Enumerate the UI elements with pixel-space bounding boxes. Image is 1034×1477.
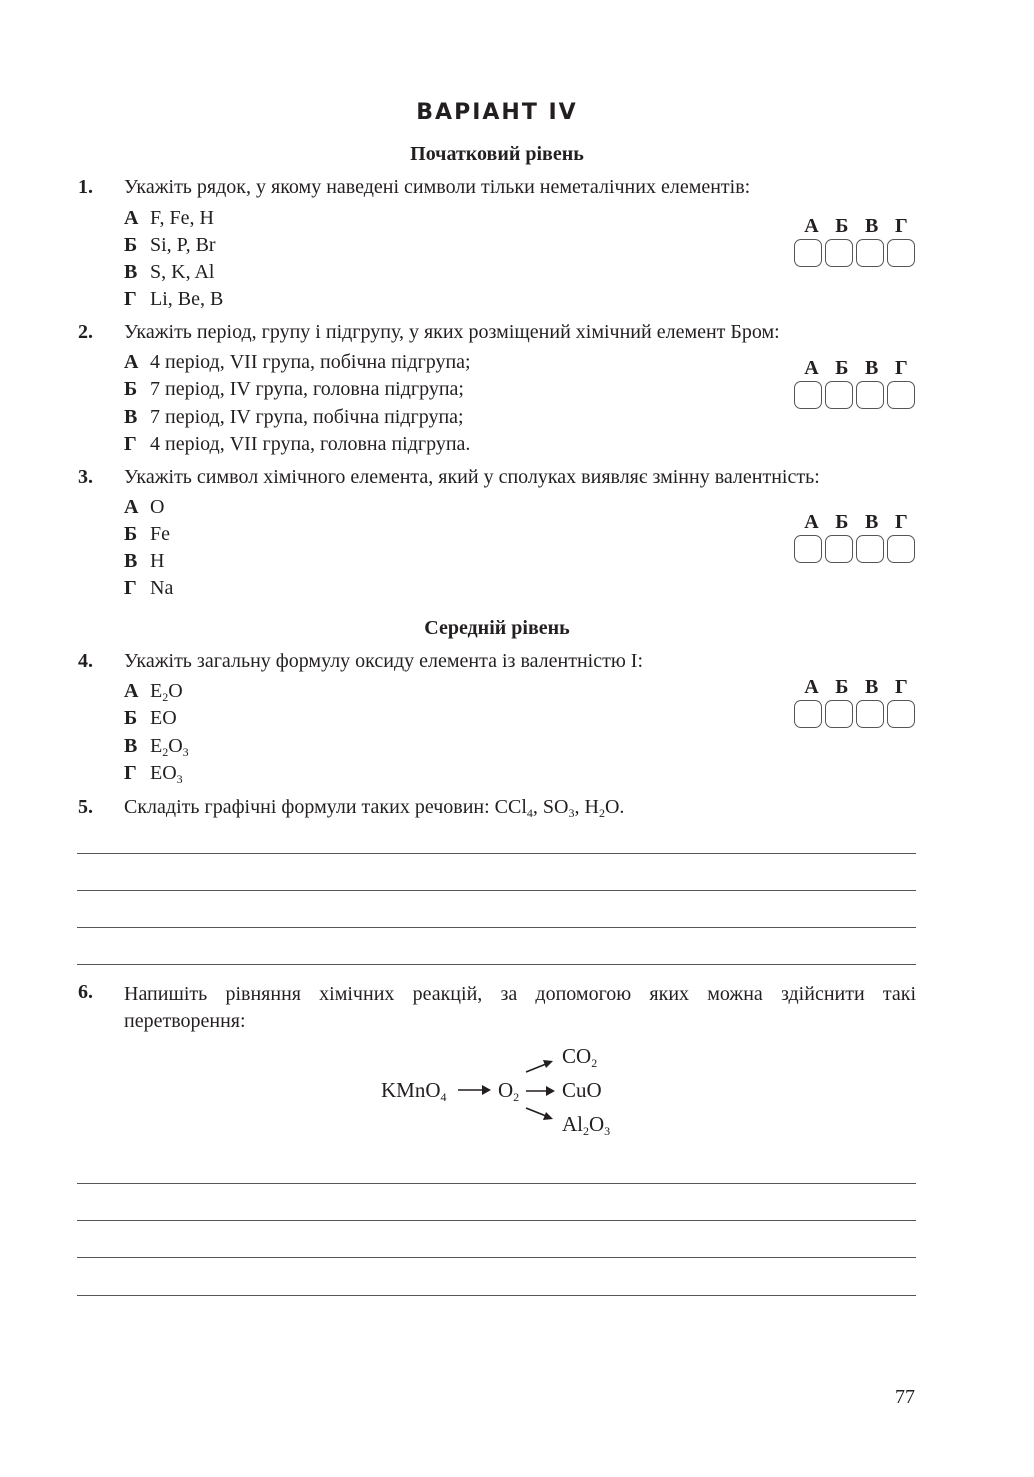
answer-line[interactable] xyxy=(77,853,916,854)
answer-box-c[interactable] xyxy=(856,700,884,728)
answer-box-a[interactable] xyxy=(794,535,822,563)
scheme-product-2: CuO xyxy=(562,1078,602,1102)
answer-line[interactable] xyxy=(77,890,916,891)
answer-box-d[interactable] xyxy=(887,381,915,409)
scheme-middle: $O_2$ xyxy=(498,1078,520,1104)
option-text: Fe xyxy=(150,523,170,545)
option-letter: Б xyxy=(124,378,138,400)
answer-label-a: А xyxy=(804,511,819,533)
answer-line[interactable] xyxy=(77,1183,916,1184)
answer-label-d: Г xyxy=(894,357,908,379)
option-letter: Г xyxy=(124,288,137,310)
option-text: F, Fe, H xyxy=(150,207,214,229)
answer-label-a: А xyxy=(804,357,819,379)
q4-option-c xyxy=(124,735,189,758)
option-letter: Б xyxy=(124,707,138,729)
level-heading-middle: Середній рівень xyxy=(424,617,570,639)
scheme-product-1: $CO_2$ xyxy=(562,1044,598,1070)
option-text: Na xyxy=(150,577,174,599)
option-text: O xyxy=(150,496,165,518)
formula: EO xyxy=(150,707,177,729)
scheme-start: KMnO$_4$ xyxy=(381,1078,447,1104)
answer-line[interactable] xyxy=(77,1220,916,1221)
branch-arrows-icon xyxy=(524,1058,558,1124)
level-heading-initial: Початковий рівень xyxy=(410,143,584,165)
option-text: 4 період, VII група, побічна підгрупа; xyxy=(150,351,471,373)
option-letter: Б xyxy=(124,234,138,256)
question-4-text: Укажіть загальну формулу оксиду елемента із валентністю I: xyxy=(124,650,644,672)
question-5-number: 5. xyxy=(78,796,93,818)
option-letter: В xyxy=(124,735,138,757)
option-letter: Г xyxy=(124,433,137,455)
question-3-text: Укажіть символ хімічного елемента, який у сполуках виявляє змінну валентність: xyxy=(124,466,820,488)
question-1-text: Укажіть рядок, у якому наведені символи тільки неметалічних елементів: xyxy=(124,176,751,198)
option-text: S, K, Al xyxy=(150,261,215,283)
answer-label-a: А xyxy=(804,215,819,237)
q1-option-c xyxy=(124,261,214,284)
answer-line[interactable] xyxy=(77,927,916,928)
option-letter: А xyxy=(124,680,139,702)
q4-option-a xyxy=(124,680,183,703)
answer-line[interactable] xyxy=(77,1257,916,1258)
answer-box-b[interactable] xyxy=(825,381,853,409)
option-letter: А xyxy=(124,207,139,229)
arrow-right-icon xyxy=(456,1082,492,1098)
q2-option-b xyxy=(124,378,464,401)
question-2-number: 2. xyxy=(78,321,93,343)
answer-label-b: Б xyxy=(835,357,849,379)
option-letter: А xyxy=(124,351,139,373)
answer-label-c: В xyxy=(865,676,879,698)
question-4-number: 4. xyxy=(78,650,93,672)
question-6-number: 6. xyxy=(78,981,93,1003)
answer-box-a[interactable] xyxy=(794,700,822,728)
answer-label-c: В xyxy=(865,511,879,533)
answer-label-d: Г xyxy=(894,511,908,533)
answer-box-c[interactable] xyxy=(856,381,884,409)
answer-box-d[interactable] xyxy=(887,239,915,267)
question-1-number: 1. xyxy=(78,176,93,198)
q2-option-c xyxy=(124,406,464,429)
q3-option-b xyxy=(124,523,170,546)
option-text: 7 період, IV група, головна підгрупа; xyxy=(150,378,464,400)
option-letter: Г xyxy=(124,577,137,599)
answer-box-d[interactable] xyxy=(887,535,915,563)
answer-box-b[interactable] xyxy=(825,535,853,563)
q1-option-d xyxy=(124,288,223,311)
option-letter: Б xyxy=(124,523,138,545)
answer-label-b: Б xyxy=(835,511,849,533)
q2-option-a xyxy=(124,351,471,374)
scheme-product-3: $Al_2O_3$ xyxy=(562,1112,611,1138)
page-number: 77 xyxy=(895,1386,915,1408)
answer-label-c: В xyxy=(865,215,879,237)
q3-option-d xyxy=(124,577,173,600)
answer-label-d: Г xyxy=(894,215,908,237)
q3-option-a xyxy=(124,496,164,519)
question-5-text: Складіть графічні формули таких речовин: CCl$_4$, $SO_3$, $H_2O$. xyxy=(124,796,625,820)
q2-option-d xyxy=(124,433,470,456)
answer-box-b[interactable] xyxy=(825,700,853,728)
option-letter: Г xyxy=(124,762,137,784)
answer-box-a[interactable] xyxy=(794,239,822,267)
answer-label-c: В xyxy=(865,357,879,379)
q3-answer-grid xyxy=(794,511,918,563)
q1-option-a xyxy=(124,207,214,230)
option-letter: А xyxy=(124,496,139,518)
q2-answer-grid xyxy=(794,357,918,409)
answer-box-b[interactable] xyxy=(825,239,853,267)
q4-answer-grid xyxy=(794,676,918,728)
option-letter: В xyxy=(124,406,138,428)
option-text: 7 період, IV група, побічна підгрупа; xyxy=(150,406,464,428)
answer-line[interactable] xyxy=(77,964,916,965)
question-3-number: 3. xyxy=(78,466,93,488)
q1-answer-grid xyxy=(794,215,918,267)
option-letter: В xyxy=(124,261,138,283)
q4-option-d xyxy=(124,762,183,785)
q4-option-b xyxy=(124,707,177,730)
formula: $EO_3$ xyxy=(150,762,183,786)
answer-line[interactable] xyxy=(77,1295,916,1296)
formula: $E_2O_3$ xyxy=(150,735,189,759)
option-text: Si, P, Br xyxy=(150,234,216,256)
answer-box-d[interactable] xyxy=(887,700,915,728)
option-text: 4 період, VII група, головна підгрупа. xyxy=(150,433,471,455)
q1-option-b xyxy=(124,234,216,257)
answer-label-d: Г xyxy=(894,676,908,698)
q3-option-c xyxy=(124,550,164,573)
option-letter: В xyxy=(124,550,138,572)
formula: $E_2O$ xyxy=(150,680,183,704)
answer-box-a[interactable] xyxy=(794,381,822,409)
option-text: Li, Be, B xyxy=(150,288,224,310)
answer-box-c[interactable] xyxy=(856,239,884,267)
answer-label-b: Б xyxy=(835,215,849,237)
answer-label-b: Б xyxy=(835,676,849,698)
question-6-text: Напишіть рівняння хімічних реакцій, за допомогою яких можна здійснити такі перетворення: xyxy=(124,983,916,1032)
question-2-text: Укажіть період, групу і підгрупу, у яких розміщений хімічний елемент Бром: xyxy=(124,321,780,343)
answer-box-c[interactable] xyxy=(856,535,884,563)
variant-title: ВАРІАНТ IV xyxy=(416,100,578,125)
answer-label-a: А xyxy=(804,676,819,698)
option-text: H xyxy=(150,550,165,572)
